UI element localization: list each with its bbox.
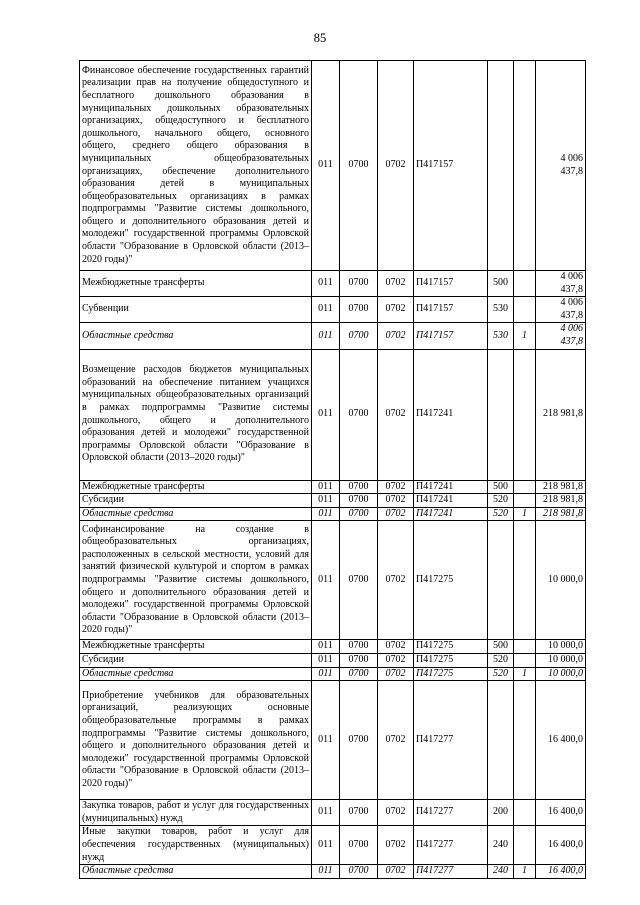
expense-type-cell — [488, 349, 514, 480]
section-code-cell: 0700 — [340, 800, 378, 826]
section-code-cell: 0700 — [340, 865, 378, 879]
row-name-cell: Приобретение учебников для образовательных организаций, реализующих основные общеобразовательные программы в рамках подпрограммы "Развитие системы дошкольного, общего и дополнительного образования детей и молодежи" государственной программы Орловской области "Образование в Орловской области (2013–2020 годы)" — [80, 681, 312, 800]
target-article-cell: П417241 — [414, 349, 488, 480]
expense-type-cell: 520 — [488, 653, 514, 667]
amount-cell: 10 000,0 — [536, 521, 586, 640]
expense-type-cell — [488, 681, 514, 800]
expense-type-cell: 500 — [488, 480, 514, 494]
funding-source-cell — [514, 61, 536, 271]
table-row — [80, 323, 586, 349]
amount-cell: 4 006 437,8 — [536, 271, 586, 297]
table-row — [80, 297, 586, 323]
table-row — [80, 507, 586, 521]
grbs-code-cell: 011 — [312, 667, 340, 681]
expense-type-cell: 530 — [488, 323, 514, 349]
subsection-code-cell: 0702 — [378, 297, 414, 323]
row-name-cell: Возмещение расходов бюджетов муниципальных образований на обеспечение питанием учащихся муниципальных общеобразовательных организаций в рамках подпрограммы "Развитие системы дошкольного, общего и дополнительного образования детей и молодежи" государственной программы Орловской области "Образование в Орловской области (2013–2020 годы)" — [80, 349, 312, 480]
target-article-cell: П417157 — [414, 271, 488, 297]
funding-source-cell — [514, 494, 536, 508]
grbs-code-cell: 011 — [312, 826, 340, 865]
section-code-cell: 0700 — [340, 667, 378, 681]
expense-type-cell: 240 — [488, 826, 514, 865]
page-number: 85 — [313, 31, 327, 45]
target-article-cell: П417275 — [414, 653, 488, 667]
grbs-code-cell: 011 — [312, 640, 340, 654]
table-row — [80, 271, 586, 297]
row-name-cell: Иные закупки товаров, работ и услуг для обеспечения государственных (муниципальных) нужд — [80, 826, 312, 865]
funding-source-cell — [514, 826, 536, 865]
target-article-cell: П417241 — [414, 507, 488, 521]
target-article-cell: П417157 — [414, 61, 488, 271]
row-name-cell: Субсидии — [80, 494, 312, 508]
funding-source-cell — [514, 653, 536, 667]
section-code-cell: 0700 — [340, 323, 378, 349]
row-name-cell: Субвенции — [80, 297, 312, 323]
section-code-cell: 0700 — [340, 653, 378, 667]
section-code-cell: 0700 — [340, 507, 378, 521]
subsection-code-cell: 0702 — [378, 323, 414, 349]
row-name-cell: Закупка товаров, работ и услуг для государственных (муниципальных) нужд — [80, 800, 312, 826]
target-article-cell: П417275 — [414, 667, 488, 681]
section-code-cell: 0700 — [340, 297, 378, 323]
grbs-code-cell: 011 — [312, 297, 340, 323]
funding-source-cell — [514, 297, 536, 323]
section-code-cell: 0700 — [340, 826, 378, 865]
table-row — [80, 61, 586, 271]
row-name-cell: Субсидии — [80, 653, 312, 667]
table-row — [80, 865, 586, 879]
section-code-cell: 0700 — [340, 494, 378, 508]
target-article-cell: П417277 — [414, 800, 488, 826]
subsection-code-cell: 0702 — [378, 507, 414, 521]
amount-cell: 10 000,0 — [536, 653, 586, 667]
subsection-code-cell: 0702 — [378, 667, 414, 681]
subsection-code-cell: 0702 — [378, 640, 414, 654]
table-row — [80, 640, 586, 654]
amount-cell: 16 400,0 — [536, 681, 586, 800]
amount-cell: 218 981,8 — [536, 349, 586, 480]
table-row — [80, 800, 586, 826]
grbs-code-cell: 011 — [312, 653, 340, 667]
row-name-cell: Областные средства — [80, 667, 312, 681]
row-name-cell: Областные средства — [80, 323, 312, 349]
subsection-code-cell: 0702 — [378, 521, 414, 640]
expense-type-cell: 500 — [488, 271, 514, 297]
grbs-code-cell: 011 — [312, 800, 340, 826]
funding-source-cell — [514, 800, 536, 826]
row-name-cell: Областные средства — [80, 865, 312, 879]
table-row — [80, 826, 586, 865]
target-article-cell: П417275 — [414, 521, 488, 640]
target-article-cell: П417277 — [414, 681, 488, 800]
section-code-cell: 0700 — [340, 480, 378, 494]
table-row — [80, 653, 586, 667]
table-row — [80, 349, 586, 480]
table-row — [80, 480, 586, 494]
target-article-cell: П417241 — [414, 494, 488, 508]
grbs-code-cell: 011 — [312, 507, 340, 521]
amount-cell: 4 006 437,8 — [536, 323, 586, 349]
budget-table-body — [80, 61, 586, 879]
expense-type-cell — [488, 521, 514, 640]
expense-type-cell: 530 — [488, 297, 514, 323]
section-code-cell: 0700 — [340, 521, 378, 640]
row-name-cell: Областные средства — [80, 507, 312, 521]
amount-cell: 218 981,8 — [536, 494, 586, 508]
target-article-cell: П417157 — [414, 297, 488, 323]
funding-source-cell — [514, 271, 536, 297]
row-name-cell: Межбюджетные трансферты — [80, 480, 312, 494]
amount-cell: 16 400,0 — [536, 826, 586, 865]
grbs-code-cell: 011 — [312, 494, 340, 508]
expense-type-cell: 520 — [488, 494, 514, 508]
funding-source-cell — [514, 681, 536, 800]
table-row — [80, 681, 586, 800]
row-name-cell: Софинансирование на создание в общеобразовательных организациях, расположенных в сельской местности, условий для занятий физической культурой и спортом в рамках подпрограммы "Развитие системы дошкольного, общего и дополнительного образования детей и молодежи" государственной программы Орловской области "Образование в Орловской области (2013–2020 годы)" — [80, 521, 312, 640]
grbs-code-cell: 011 — [312, 521, 340, 640]
row-name-cell: Межбюджетные трансферты — [80, 640, 312, 654]
expense-type-cell: 500 — [488, 640, 514, 654]
target-article-cell: П417277 — [414, 826, 488, 865]
subsection-code-cell: 0702 — [378, 480, 414, 494]
amount-cell: 10 000,0 — [536, 667, 586, 681]
funding-source-cell — [514, 521, 536, 640]
expense-type-cell: 240 — [488, 865, 514, 879]
grbs-code-cell: 011 — [312, 681, 340, 800]
subsection-code-cell: 0702 — [378, 271, 414, 297]
subsection-code-cell: 0702 — [378, 865, 414, 879]
grbs-code-cell: 011 — [312, 349, 340, 480]
table-row — [80, 521, 586, 640]
subsection-code-cell: 0702 — [378, 349, 414, 480]
section-code-cell: 0700 — [340, 640, 378, 654]
subsection-code-cell: 0702 — [378, 494, 414, 508]
budget-table — [79, 60, 586, 879]
funding-source-cell — [514, 480, 536, 494]
subsection-code-cell: 0702 — [378, 681, 414, 800]
table-row — [80, 494, 586, 508]
funding-source-cell: 1 — [514, 507, 536, 521]
expense-type-cell — [488, 61, 514, 271]
amount-cell: 16 400,0 — [536, 800, 586, 826]
grbs-code-cell: 011 — [312, 865, 340, 879]
amount-cell: 4 006 437,8 — [536, 61, 586, 271]
row-name-cell: Финансовое обеспечение государственных гарантий реализации прав на получение общедоступного и бесплатного дошкольного образования в муниципальных дошкольных образовательных организациях, общедоступного и бесплатного дошкольного, начального общего, основного общего, среднего общего образования в муниципальных общеобразовательных организациях, обеспечение дополнительного образования детей в муниципальных общеобразовательных организациях в рамках подпрограммы "Развитие системы дошкольного, общего и дополнительного образования детей и молодежи" государственной программы Орловской области "Образование в Орловской области (2013–2020 годы)" — [80, 61, 312, 271]
grbs-code-cell: 011 — [312, 271, 340, 297]
amount-cell: 16 400,0 — [536, 865, 586, 879]
expense-type-cell: 520 — [488, 667, 514, 681]
subsection-code-cell: 0702 — [378, 61, 414, 271]
target-article-cell: П417277 — [414, 865, 488, 879]
section-code-cell: 0700 — [340, 271, 378, 297]
funding-source-cell: 1 — [514, 865, 536, 879]
target-article-cell: П417241 — [414, 480, 488, 494]
grbs-code-cell: 011 — [312, 480, 340, 494]
funding-source-cell: 1 — [514, 667, 536, 681]
target-article-cell: П417157 — [414, 323, 488, 349]
grbs-code-cell: 011 — [312, 323, 340, 349]
subsection-code-cell: 0702 — [378, 653, 414, 667]
amount-cell: 10 000,0 — [536, 640, 586, 654]
section-code-cell: 0700 — [340, 681, 378, 800]
expense-type-cell: 520 — [488, 507, 514, 521]
expense-type-cell: 200 — [488, 800, 514, 826]
table-row — [80, 667, 586, 681]
funding-source-cell: 1 — [514, 323, 536, 349]
grbs-code-cell: 011 — [312, 61, 340, 271]
amount-cell: 218 981,8 — [536, 480, 586, 494]
target-article-cell: П417275 — [414, 640, 488, 654]
section-code-cell: 0700 — [340, 61, 378, 271]
subsection-code-cell: 0702 — [378, 826, 414, 865]
row-name-cell: Межбюджетные трансферты — [80, 271, 312, 297]
section-code-cell: 0700 — [340, 349, 378, 480]
funding-source-cell — [514, 640, 536, 654]
funding-source-cell — [514, 349, 536, 480]
amount-cell: 218 981,8 — [536, 507, 586, 521]
amount-cell: 4 006 437,8 — [536, 297, 586, 323]
subsection-code-cell: 0702 — [378, 800, 414, 826]
